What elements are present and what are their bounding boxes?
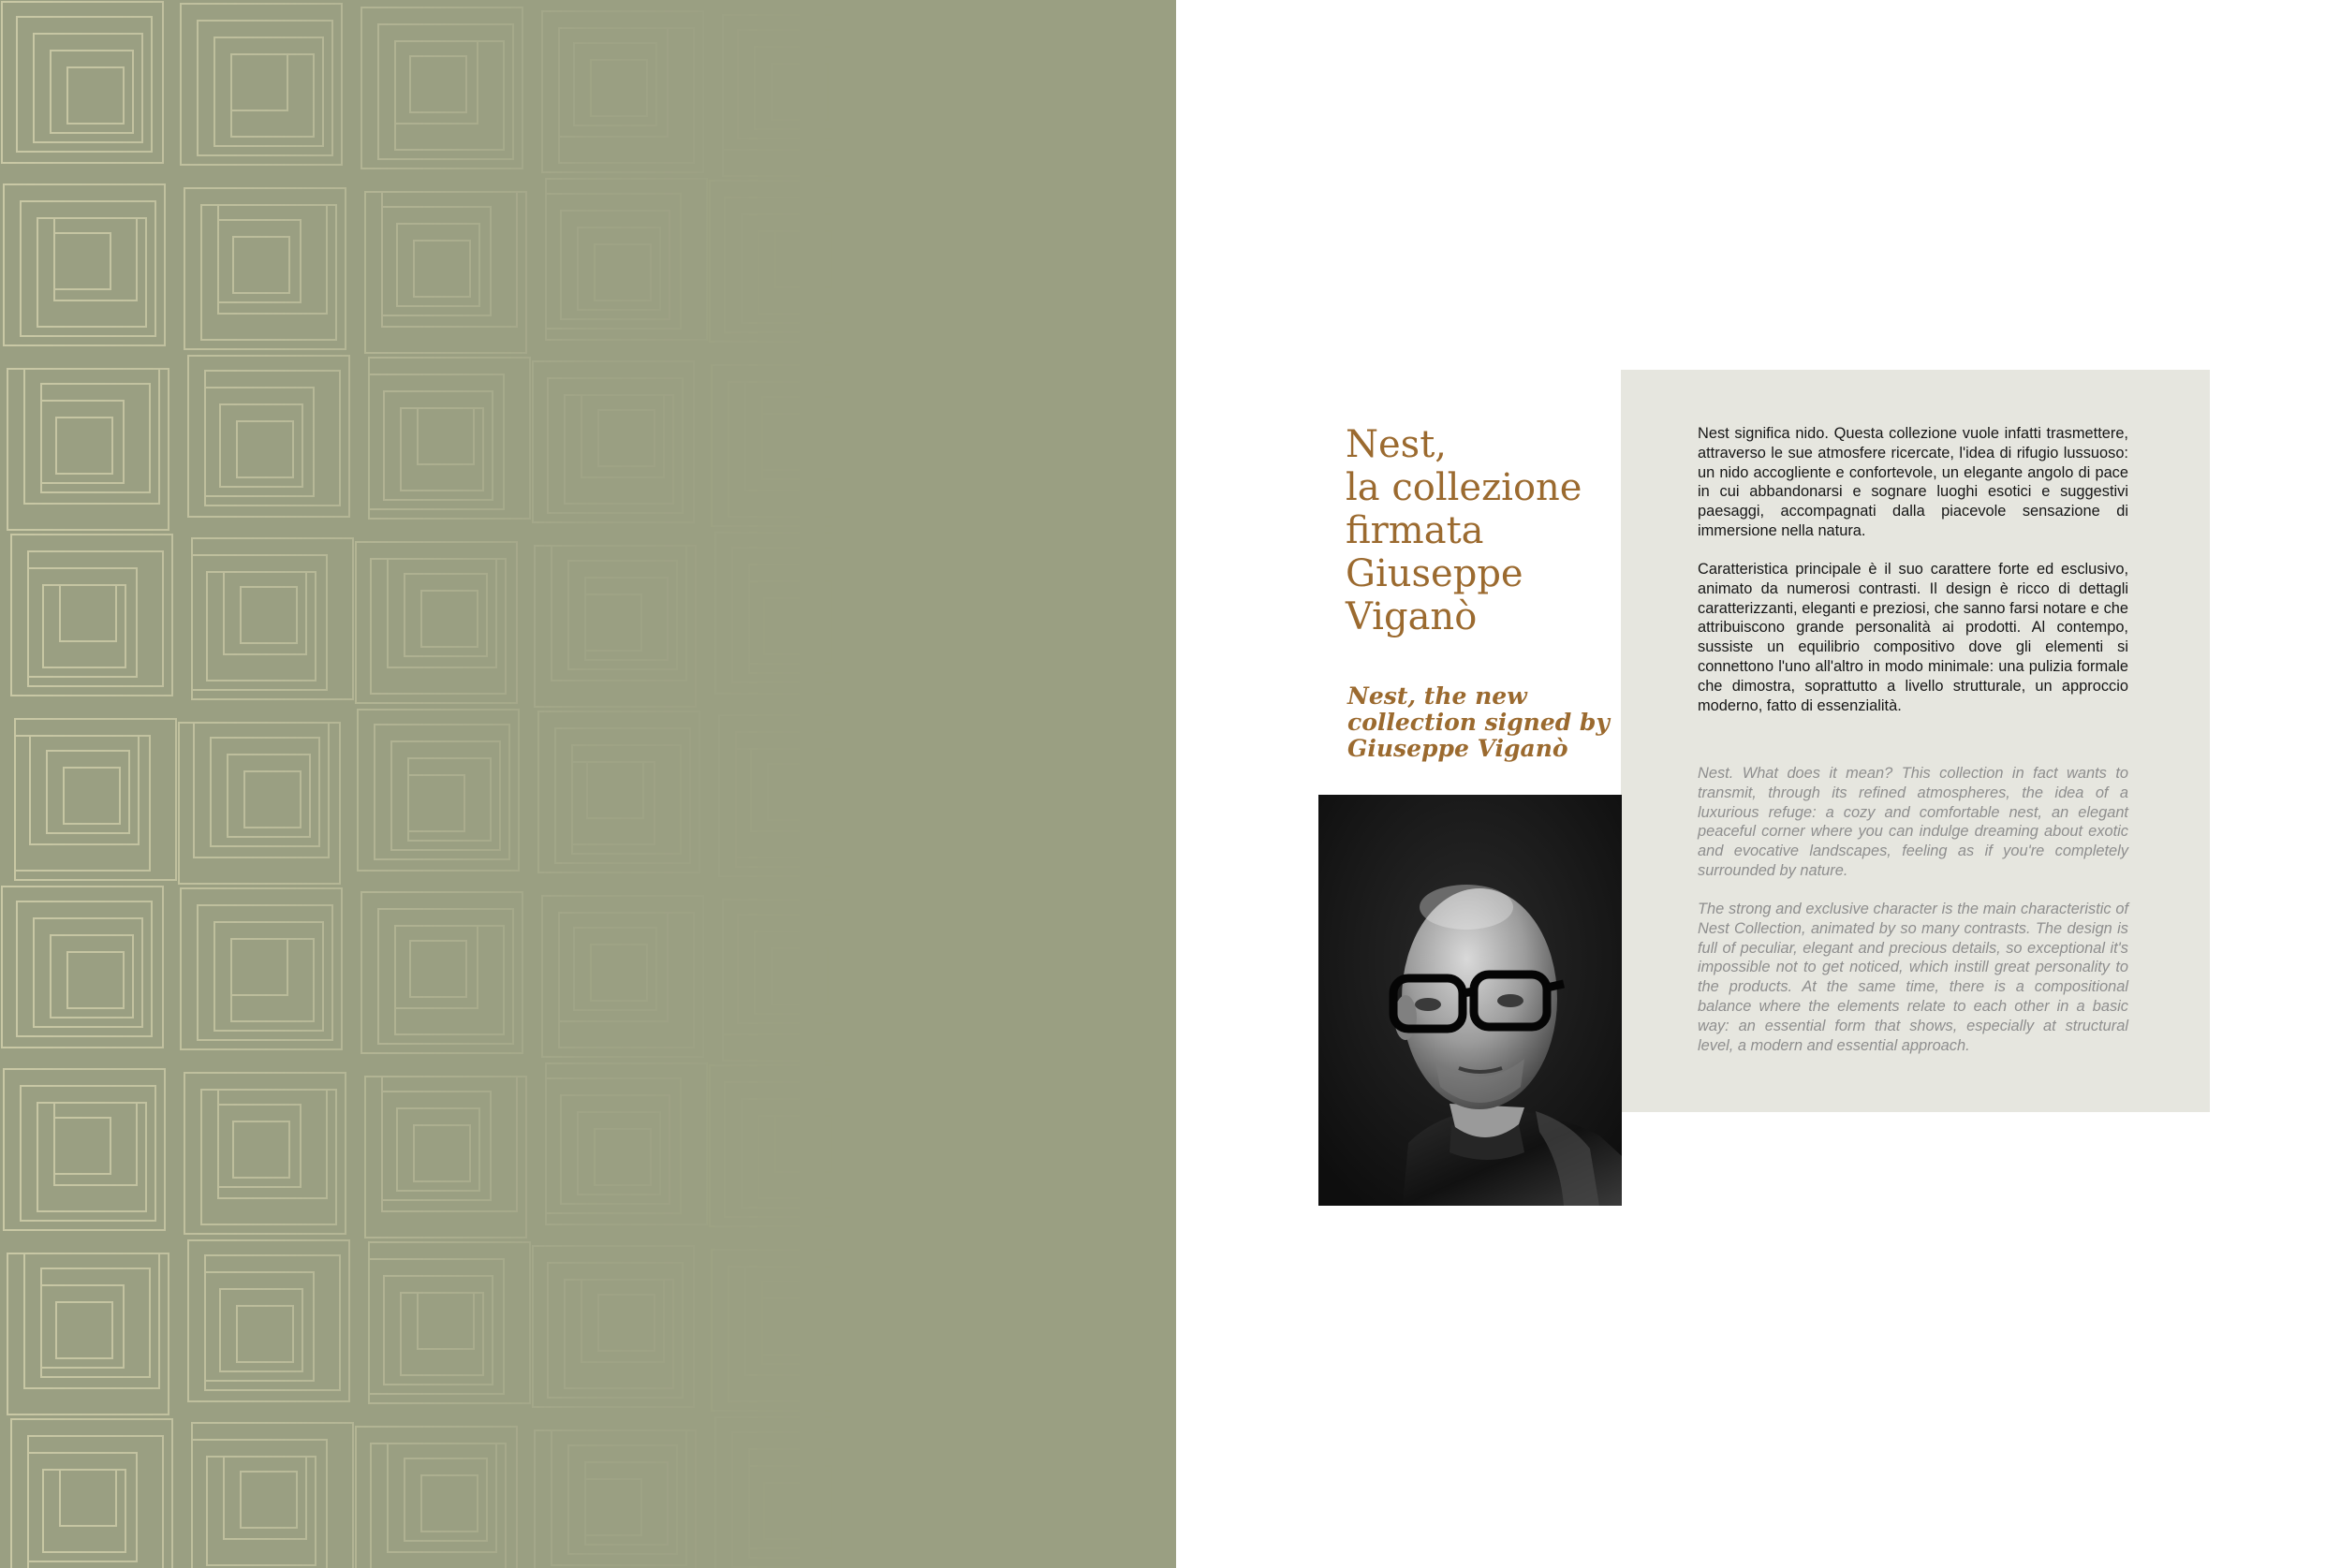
- pattern-square: [887, 887, 1048, 1048]
- pattern-square: [54, 218, 137, 300]
- pattern-square: [410, 56, 466, 112]
- pattern-square: [54, 1103, 137, 1185]
- pattern-square: [772, 948, 828, 1004]
- pattern-square: [1129, 771, 1176, 828]
- pattern-square: [356, 1427, 517, 1568]
- pattern-square: [574, 928, 656, 1010]
- pattern-square: [21, 201, 155, 336]
- pattern-square: [772, 64, 828, 120]
- pattern-square: [220, 1289, 302, 1371]
- pattern-square: [54, 233, 110, 289]
- pattern-square: [595, 244, 651, 300]
- pattern-square: [533, 361, 694, 522]
- pattern-square: [585, 594, 641, 651]
- pattern-square: [408, 758, 491, 841]
- pattern-square: [395, 41, 478, 124]
- pattern-square: [7, 1253, 169, 1414]
- pattern-square: [559, 28, 668, 137]
- pattern-square: [952, 67, 1008, 124]
- pattern-square: [587, 762, 643, 818]
- pattern-square: [595, 1129, 651, 1185]
- pattern-square: [365, 192, 526, 353]
- english-paragraph-1: Nest. What does it mean? This collection in fact wants to transmit, through its refined atmospheres, the idea of a luxurious refuge: a cozy and comfortable nest, an elegant peaceful corner where you can indulge dreaming about exotic and evocative landscapes, feeling as if you're completely surrounded by nature.: [1698, 765, 2128, 879]
- pattern-square: [755, 931, 837, 1014]
- pattern-square: [926, 401, 1008, 483]
- pattern-square: [1073, 356, 1176, 517]
- pattern-square: [732, 1432, 867, 1567]
- pattern-square: [887, 2, 1048, 163]
- pattern-square: [418, 408, 474, 464]
- pattern-square: [2, 2, 163, 163]
- pattern-square: [762, 397, 845, 479]
- pattern-square: [56, 1302, 112, 1358]
- pattern-square: [224, 1457, 306, 1539]
- pattern-square: [941, 418, 997, 474]
- pattern-square: [1109, 572, 1176, 654]
- pattern-square: [184, 188, 346, 349]
- pattern-square: [939, 233, 995, 289]
- pattern-square: [60, 1470, 116, 1526]
- pattern-square: [1116, 54, 1176, 137]
- pattern-square: [11, 1419, 172, 1568]
- english-paragraph-2: The strong and exclusive character is the main characteristic of Nest Collection, animated by so many contrasts. The design is full of peculiar, elegant and precious details, so exceptional it's impossible not to get noticed, which instill great personality to the products. At the same time, there is a compositional balance where the elements relate to each other in a basic way: an essential form that shows, especially at structural level, a modern and essential approach.: [1698, 901, 2128, 1054]
- pattern-square: [725, 1082, 860, 1217]
- pattern-square: [179, 723, 340, 884]
- pattern-square: [578, 227, 660, 310]
- pattern-square: [1118, 1121, 1174, 1178]
- pattern-square: [244, 771, 301, 828]
- pattern-square: [1126, 587, 1176, 643]
- pattern-square: [1105, 404, 1176, 487]
- pattern-square: [28, 551, 163, 686]
- pattern-square: [15, 719, 176, 880]
- pattern-square: [421, 591, 478, 647]
- pattern-square: [67, 952, 124, 1008]
- pattern-square: [241, 587, 297, 643]
- pattern-square: [725, 198, 860, 332]
- pattern-square: [218, 220, 301, 302]
- pattern-square: [4, 184, 165, 345]
- pattern-square: [1122, 421, 1176, 477]
- pattern-square: [1082, 21, 1176, 155]
- pattern-square: [414, 1125, 470, 1181]
- pattern-square: [414, 241, 470, 297]
- pattern-square: [928, 1470, 1010, 1552]
- pattern-square: [892, 369, 1053, 530]
- pattern-square: [224, 572, 306, 654]
- pattern-square: [181, 888, 342, 1049]
- pattern-square: [585, 578, 668, 660]
- pattern-square: [184, 1073, 346, 1234]
- pattern-square: [889, 184, 1050, 345]
- pattern-square: [369, 1242, 530, 1403]
- designer-portrait-photo: [1318, 795, 1622, 1206]
- pattern-square: [7, 369, 169, 530]
- pattern-square: [233, 237, 289, 293]
- italian-paragraph-1: Nest significa nido. Questa collezione vuole infatti trasmettere, attraverso le sue atmosfere ricercate, l'idea di rifugio lussuoso: un nido accogliente e confortevole, un elegante angolo di pace in cui abbandonarsi e sognare luoghi esotici e suggestivi paesaggi, accompagnati dalla piacevole sensazione di immersione nella natura.: [1698, 425, 2128, 539]
- pattern-square: [581, 395, 664, 477]
- pattern-square: [64, 768, 120, 824]
- pattern-square: [361, 7, 522, 169]
- pattern-square: [192, 538, 353, 699]
- pattern-square: [591, 945, 647, 1001]
- pattern-square: [356, 542, 517, 703]
- pattern-square: [1103, 1090, 1176, 1198]
- subtitle-line: collection signed by: [1347, 709, 1610, 736]
- pattern-square: [932, 751, 1014, 833]
- pattern-square: [715, 1417, 876, 1568]
- pattern-square: [736, 732, 871, 867]
- pattern-square: [935, 935, 1018, 1018]
- pattern-square: [723, 900, 884, 1061]
- pattern-square: [591, 60, 647, 116]
- pattern-square: [928, 585, 1010, 667]
- pattern-square: [546, 1063, 707, 1224]
- pattern-square: [201, 1090, 336, 1224]
- pattern-square: [926, 1285, 1008, 1368]
- pattern-square: [231, 54, 287, 110]
- pattern-square: [1092, 572, 1176, 681]
- pattern-square: [945, 1470, 1001, 1526]
- pattern-square: [538, 711, 699, 872]
- pattern-square: [405, 574, 487, 656]
- pattern-square: [401, 1293, 483, 1375]
- pattern-square: [54, 1118, 110, 1174]
- pattern-square: [43, 1470, 125, 1552]
- pattern-square: [775, 231, 832, 287]
- pattern-square: [47, 751, 129, 833]
- pattern-square: [939, 1103, 1022, 1185]
- pattern-square: [585, 1462, 668, 1545]
- pattern-square: [418, 1293, 474, 1349]
- pattern-square: [1064, 723, 1176, 884]
- pattern-square: [1116, 54, 1172, 110]
- pattern-square: [939, 1118, 995, 1174]
- pattern-square: [941, 1302, 997, 1358]
- subtitle-line: Nest, the new: [1347, 682, 1527, 710]
- pattern-square: [188, 356, 349, 517]
- pattern-square: [758, 231, 841, 314]
- pattern-square: [181, 4, 342, 165]
- pattern-square: [896, 1419, 1057, 1568]
- pattern-square: [949, 768, 1005, 824]
- pattern-square: [188, 1240, 349, 1401]
- pattern-square: [762, 1282, 845, 1364]
- pattern-square: [1103, 1105, 1176, 1187]
- pattern-square: [395, 41, 504, 150]
- pattern-square: [896, 535, 1057, 696]
- page-title: [1346, 423, 1626, 638]
- pattern-square: [1118, 237, 1174, 293]
- pattern-square: [1073, 1240, 1176, 1401]
- pattern-square: [764, 1483, 820, 1539]
- pattern-square: [715, 533, 876, 694]
- pattern-square: [1112, 755, 1176, 837]
- title-line: firmata: [1346, 509, 1484, 552]
- pattern-square: [365, 1077, 526, 1238]
- pattern-square: [67, 67, 124, 124]
- pattern-square: [736, 749, 845, 857]
- title-line: la collezione: [1346, 466, 1582, 509]
- pattern-square: [892, 1253, 1053, 1414]
- italian-paragraph-2: Caratteristica principale è il suo carattere forte ed esclusivo, animato da numerosi contrasti. Il design è ricco di dettagli caratterizzanti, eleganti e preziosi, che sanno farsi notare e che attribuiscono grande personalità ai prodotti. Al contempo, sussiste un equilibrio compositivo dove gli elementi si connettono l'uno all'altro in modo minimale: una pulizia formale che dimostra, soprattutto a livello strutturale, un approccio moderno, fatto di essenzialità.: [1698, 561, 2128, 714]
- pattern-square: [241, 1472, 297, 1528]
- pattern-square: [762, 1298, 818, 1355]
- pattern-square: [218, 1105, 301, 1187]
- pattern-square: [397, 1108, 479, 1191]
- pattern-square: [542, 11, 703, 172]
- pattern-square: [1103, 220, 1176, 302]
- pattern-square: [578, 1112, 660, 1194]
- pattern-square: [397, 224, 479, 306]
- pattern-square: [1126, 1472, 1176, 1528]
- pattern-square: [935, 51, 1018, 133]
- title-line: Giuseppe: [1346, 552, 1523, 595]
- pattern-square: [548, 378, 683, 513]
- pattern-square: [939, 218, 1022, 300]
- title-line: Nest,: [1346, 423, 1447, 466]
- title-line: Viganò: [1346, 595, 1478, 638]
- pattern-square: [598, 410, 655, 466]
- pattern-square: [395, 926, 504, 1034]
- pattern-square: [41, 401, 124, 483]
- pattern-square: [1086, 1090, 1176, 1224]
- pattern-square: [198, 905, 332, 1040]
- pattern-square: [905, 1086, 1040, 1221]
- pattern-square: [574, 43, 656, 125]
- pattern-square: [768, 764, 824, 820]
- pattern-square: [1092, 1457, 1176, 1565]
- pattern-square: [51, 935, 133, 1018]
- pattern-square: [1105, 1289, 1176, 1371]
- pattern-square: [11, 535, 172, 696]
- pattern-square: [889, 1069, 1050, 1230]
- pattern-square: [198, 21, 332, 155]
- pattern-square: [401, 408, 483, 491]
- page-subtitle: [1347, 683, 1628, 762]
- pattern-square: [220, 404, 302, 487]
- pattern-square: [535, 1430, 696, 1568]
- pattern-square: [775, 1116, 832, 1172]
- pattern-square: [371, 559, 506, 694]
- pattern-square: [902, 901, 1037, 1036]
- pattern-square: [231, 54, 314, 137]
- pattern-square: [1082, 905, 1176, 1040]
- pattern-square: [21, 1086, 155, 1221]
- pattern-square: [237, 421, 293, 477]
- pattern-square: [237, 1306, 293, 1362]
- pattern-square: [41, 1285, 124, 1368]
- pattern-square: [43, 585, 125, 667]
- pattern-square: [712, 365, 873, 526]
- pattern-square: [2, 887, 163, 1048]
- pattern-square: [371, 1443, 506, 1568]
- pattern-square: [902, 17, 1037, 152]
- pattern-square: [378, 909, 513, 1044]
- pattern-square: [201, 205, 336, 340]
- pattern-square: [535, 546, 696, 707]
- pattern-square: [233, 1121, 289, 1178]
- pattern-square: [1116, 939, 1172, 995]
- pattern-square: [581, 1280, 664, 1362]
- pattern-square: [375, 725, 509, 859]
- pattern-square: [751, 749, 833, 831]
- pattern-square: [719, 715, 880, 876]
- pattern-square: [205, 371, 340, 506]
- pattern-square: [952, 952, 1008, 1008]
- pattern-square: [228, 755, 310, 837]
- pattern-square: [405, 1458, 487, 1541]
- pattern-square: [60, 585, 116, 641]
- pattern-square: [598, 1295, 655, 1351]
- pattern-square: [231, 939, 287, 995]
- pattern-square: [548, 1263, 683, 1398]
- pattern-square: [710, 181, 871, 342]
- pattern-square: [728, 382, 863, 517]
- pattern-square: [559, 28, 694, 163]
- pattern-square: [913, 1436, 1048, 1568]
- pattern-square: [758, 1116, 841, 1198]
- pattern-square: [1122, 1306, 1176, 1362]
- pattern-square: [28, 1436, 163, 1568]
- pattern-square: [1103, 205, 1176, 314]
- pattern-square: [4, 1069, 165, 1230]
- pattern-square: [585, 1479, 641, 1535]
- pattern-square: [17, 901, 152, 1036]
- pattern-square: [559, 913, 668, 1021]
- pattern-square: [905, 201, 1040, 336]
- pattern-square: [559, 913, 694, 1048]
- pattern-square: [1086, 205, 1176, 340]
- pattern-square: [369, 358, 530, 519]
- pattern-square: [1090, 371, 1176, 506]
- subtitle-line: Giuseppe Viganò: [1347, 735, 1568, 762]
- pattern-square: [218, 1090, 327, 1198]
- pattern-square: [900, 719, 1061, 880]
- pattern-square: [361, 892, 522, 1053]
- pattern-square: [56, 418, 112, 474]
- pattern-square: [378, 24, 513, 159]
- pattern-square: [732, 548, 867, 682]
- pattern-square: [749, 581, 832, 664]
- pattern-square: [755, 47, 837, 129]
- pattern-square: [17, 17, 152, 152]
- pattern-square: [533, 1246, 694, 1407]
- pattern-square: [728, 1267, 863, 1401]
- pattern-square: [358, 710, 519, 871]
- pattern-square: [546, 179, 707, 340]
- pattern-square: [555, 728, 690, 863]
- pattern-square: [1090, 1255, 1176, 1390]
- pattern-square: [192, 1423, 353, 1568]
- pattern-square: [572, 762, 655, 844]
- pattern-square: [710, 1065, 871, 1226]
- pattern-square: [542, 896, 703, 1057]
- pattern-square: [749, 1466, 832, 1548]
- pattern-square: [712, 1250, 873, 1411]
- pattern-square: [945, 585, 1001, 641]
- pattern-square: [723, 15, 884, 176]
- pattern-square: [231, 939, 314, 1021]
- pattern-square: [395, 926, 478, 1008]
- pattern-square: [913, 551, 1048, 686]
- pattern-square: [1109, 1457, 1176, 1539]
- pattern-square: [762, 414, 818, 470]
- pattern-square: [764, 598, 820, 654]
- pattern-square: [218, 205, 327, 314]
- pattern-square: [205, 1255, 340, 1390]
- pattern-square: [410, 941, 466, 997]
- pattern-square: [1116, 939, 1176, 1021]
- pattern-square: [408, 775, 464, 831]
- pattern-square: [421, 1475, 478, 1531]
- pattern-square: [51, 51, 133, 133]
